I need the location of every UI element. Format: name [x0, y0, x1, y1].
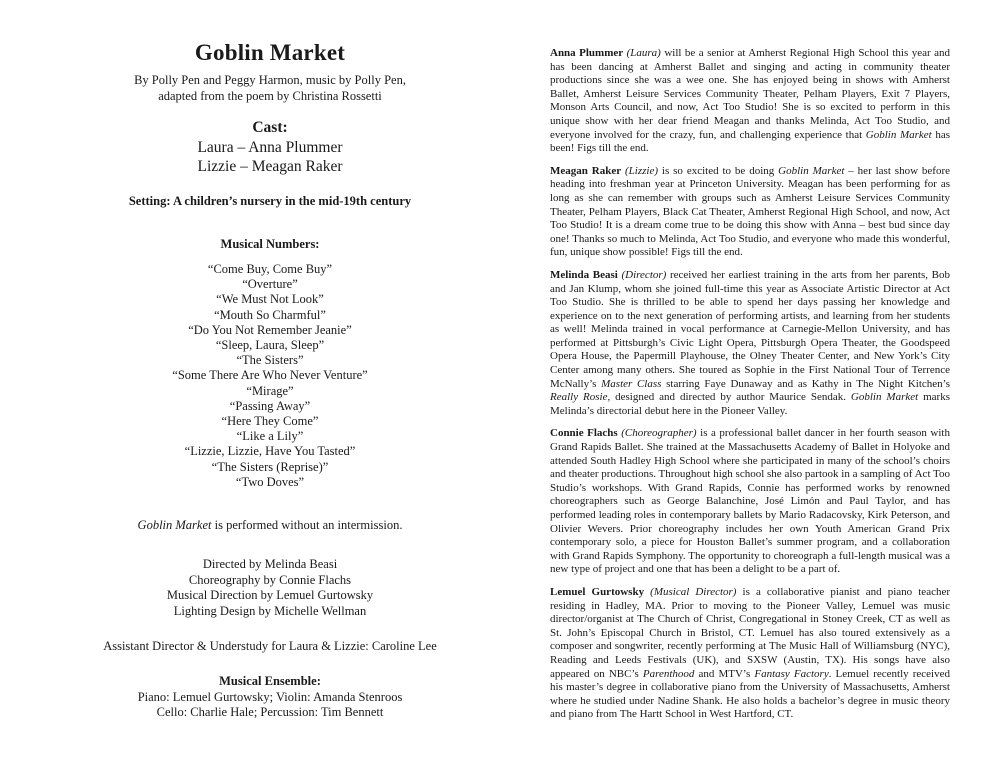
credit-line: Lighting Design by Michelle Wellman [173, 603, 367, 618]
bio-anna-plummer [550, 47, 950, 156]
musical-number: “The Sisters” [236, 353, 304, 368]
musical-number: “Some There Are Who Never Venture” [172, 368, 368, 383]
bio-role: (Director) [621, 268, 667, 281]
musical-number: “Sleep, Laura, Sleep” [215, 338, 325, 353]
bio-text: starring Faye Dunaway and as Kathy in The Night Kitchen’s [661, 377, 950, 390]
bio-text: has been! Figs till the end. [550, 128, 950, 155]
bio-text: will be a senior at Amherst Regional High School this year and has been dancing at Amherst Ballet and singing and acting in community theater productions since she was a wee one. She has enjoyed being in shows with Amherst Ballet, Amherst Leisure Services Community Theater, Pelham Players, Exit 7 Players, Monson Arts Council, and now, Act Too Studio! She is so excited to perform in this unique show with her dear friend Meagan and thanks Melinda, Act Too Studio, and everyone involved for the crazy, fun, and challenging experience that [550, 47, 950, 141]
bio-text: is a professional ballet dancer in her fourth season with Grand Rapids Ballet. She trained at the Massachusetts Academy of Ballet in Holyoke and attended South Hadley High School where she participated in many of the school’s choirs and theater productions. Throughout high school she also partook in a sampling of Act Too Studio’s workshops. With Grand Rapids, Connie has performed works by renowned choreographers such as George Balanchine, José Limón and Paul Taylor, and has performed leading roles in contemporary ballets by Mario Radacovsky, Kirk Peterson, and Olivier Wevers. Prior choreography includes her own Youth American Grand Prix contemporary solo, a piece for Houston Ballet’s summer program, and a collaboration with Grand Rapids Symphony. The opportunity to choreograph a full-length musical was a new type of project and one that has been a delight to be a part of. [550, 427, 950, 576]
bio-italic-title: Master Class [601, 377, 662, 390]
intermission-note [60, 518, 480, 533]
musical-number: “We Must Not Look” [216, 292, 324, 307]
bio-connie-flachs [550, 427, 950, 577]
program-bios-column [550, 47, 950, 731]
assistant-director-line: Assistant Director & Understudy for Laura & Lizzie: Caroline Lee [103, 639, 437, 654]
bio-text: is a collaborative pianist and piano teacher residing in Hadley, MA. Prior to moving to the Pioneer Valley, Lemuel was music director/organist at The Church of Christ, Congregational in Stoney Creek, CT as well as St. John’s Episcopal Church in Bristol, CT. Lemuel has also toured extensively as a composer and songwriter, recently performing at The Music Hall of Williamsburg (NYC), Reading and Leeds Festivals (UK), and SXSW (Austin, TX). His songs have also appeared on NBC’s [550, 585, 950, 680]
musical-number: “Here They Come” [221, 414, 319, 429]
musical-number: “The Sisters (Reprise)” [211, 459, 329, 474]
musical-number: “Come Buy, Come Buy” [207, 262, 333, 276]
musical-number: “Passing Away” [229, 398, 311, 413]
ensemble-line: Piano: Lemuel Gurtowsky; Violin: Amanda Stenroos [137, 689, 403, 704]
musical-numbers-heading: Musical Numbers: [220, 237, 320, 251]
setting-line: Setting: A children’s nursery in the mid-19th century [128, 194, 412, 208]
credit-line: Musical Direction by Lemuel Gurtowsky [166, 588, 374, 603]
bio-text: – her last show before heading into freshman year at Princeton University. Meagan has been performing for as long as she can remember with groups such as Amherst Leisure Services Community Theater, Pelham Players, Black Cat Theater, Amherst Regional High School, and now, Act Too Studio! It is a dream come true to be doing this show with Anna – best bud since day one! Thanks so much to Melinda, Act Too Studio, and everyone who made this wonderful, fun, unique show possible! Figs till the end. [550, 164, 951, 259]
musical-number: “Two Doves” [235, 474, 305, 489]
intermission-text: is performed without an intermission. [211, 518, 403, 533]
bio-italic-title: Goblin Market [850, 391, 919, 404]
bio-italic-title: Fantasy Factory [754, 667, 829, 680]
bio-text: received her earliest training in the arts from her parents, Bob and Jan Klump, whom she joined full-time this year as Associate Artistic Director at Act Too Studio. She is thrilled to be able to spend her days passing her knowledge and experience on to the next generation of performing artists, and learning from her students as well! Melinda trained in vocal performance at Carnegie-Mellon University, and has performed at Pittsburgh’s Civic Light Opera, Pittsburgh Opera Theater, the Goodspeed Opera House, the Papermill Playhouse, the Olney Theater Center, and New York’s City Center among many others. She toured as Sophie in the First National Tour of Terrence McNally’s [550, 268, 951, 390]
bio-name: Connie Flachs [550, 427, 618, 440]
bio-text: , designed and directed by author Maurice Sendak. [607, 391, 851, 404]
musical-number: “Overture” [242, 277, 298, 292]
bio-name: Lemuel Gurtowsky [550, 585, 645, 598]
bio-role: (Musical Director) [650, 585, 737, 598]
bio-meagan-raker [550, 165, 950, 260]
bio-italic-title: Goblin Market [778, 164, 845, 177]
show-credits-subtitle [60, 72, 480, 104]
musical-number: “Like a Lily” [236, 429, 304, 444]
bio-role: (Lizzie) [625, 164, 659, 177]
bio-name: Melinda Beasi [550, 268, 618, 281]
program-left-column [60, 40, 480, 721]
bio-name: Anna Plummer [550, 47, 624, 59]
credit-line: Choreography by Connie Flachs [188, 572, 352, 587]
subtitle-line: By Polly Pen and Peggy Harmon, music by Polly Pen, [134, 73, 406, 87]
show-title: Goblin Market [194, 40, 346, 65]
musical-number: “Mirage” [246, 383, 294, 398]
credit-line: Directed by Melinda Beasi [202, 557, 338, 572]
bio-melinda-beasi [550, 269, 950, 419]
bio-italic-title: Parenthood [642, 667, 695, 680]
bio-text: marks Melinda’s directorial debut here in the Pioneer Valley. [550, 391, 950, 417]
musical-number: “Mouth So Charmful” [214, 307, 326, 322]
bio-italic-title: Goblin Market [865, 128, 932, 141]
bio-text: . Lemuel recently received his master’s degree in collaborative piano from the University of Massachusetts, Amherst where he studied under Nadine Shank. He also holds a bachelor’s degree in music theory and piano from The Hartt School in West Hartford, CT. [550, 667, 950, 721]
intermission-show-title: Goblin Market [137, 518, 212, 533]
production-credits [60, 557, 480, 619]
bio-italic-title: Really Rosie [550, 391, 608, 404]
bio-text: and MTV’s [694, 667, 755, 680]
bio-lemuel-gurtowsky [550, 586, 950, 722]
musical-numbers-list [60, 262, 480, 490]
bio-text: is so excited to be doing [658, 164, 779, 177]
bio-role: (Laura) [626, 47, 661, 59]
ensemble-list [60, 690, 480, 721]
musical-number: “Do You Not Remember Jeanie” [188, 322, 352, 337]
musical-number: “Lizzie, Lizzie, Have You Tasted” [184, 444, 356, 459]
ensemble-line: Cello: Charlie Hale; Percussion: Tim Bennett [156, 705, 384, 720]
subtitle-line: adapted from the poem by Christina Rossetti [158, 89, 382, 103]
cast-heading: Cast: [252, 119, 288, 136]
cast-list [60, 138, 480, 176]
bio-role: (Choreographer) [621, 427, 697, 440]
bio-name: Meagan Raker [550, 164, 622, 177]
ensemble-heading: Musical Ensemble: [219, 674, 321, 689]
cast-entry: Laura – Anna Plummer [197, 139, 343, 156]
cast-entry: Lizzie – Meagan Raker [197, 158, 343, 175]
